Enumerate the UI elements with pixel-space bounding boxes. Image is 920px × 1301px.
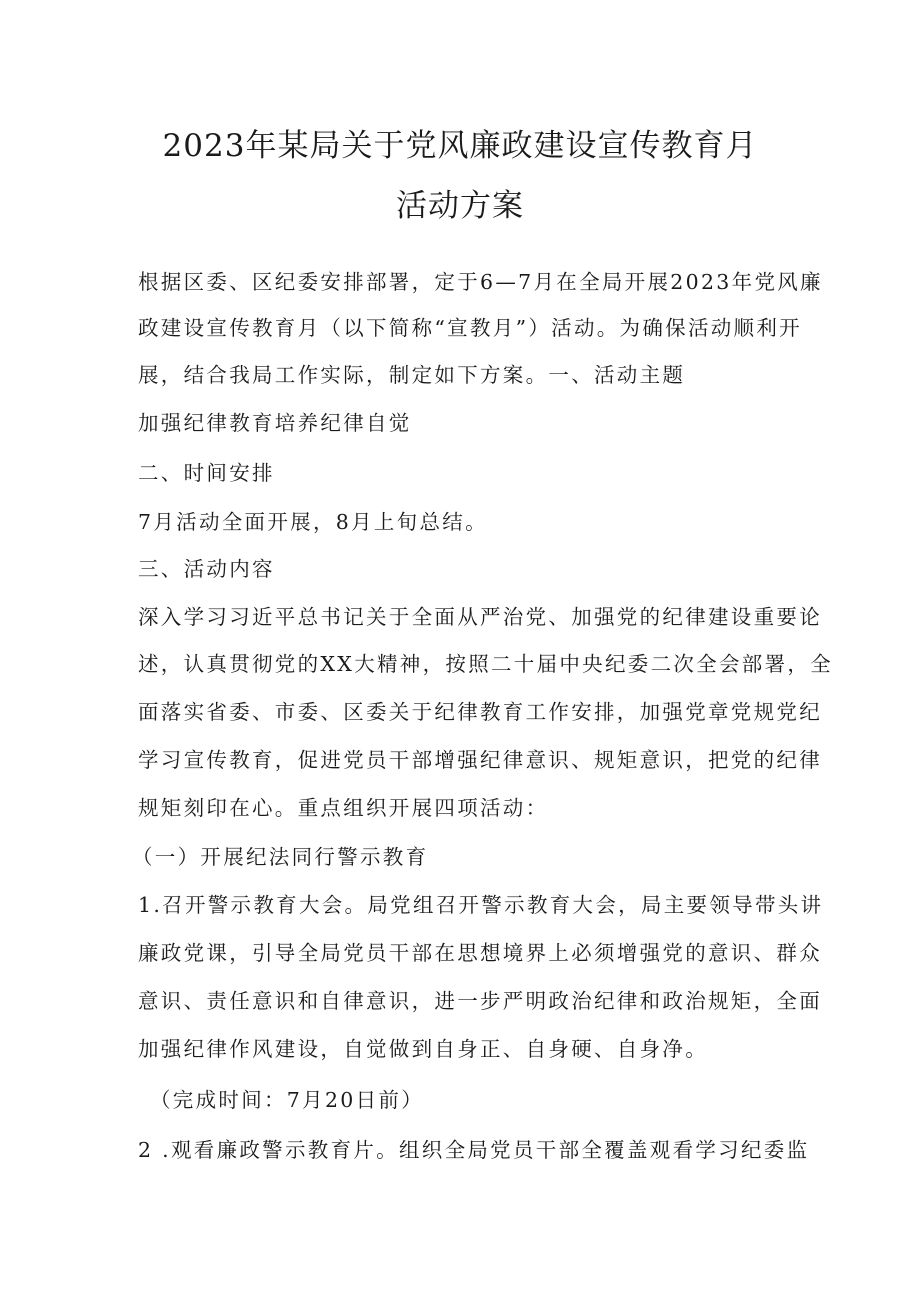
completion-time-note: （完成时间：7月20日前） — [150, 1088, 425, 1112]
body-line: 深入学习习近平总书记关于全面从严治党、加强党的纪律建设重要论 — [138, 605, 822, 629]
body-line: 1.召开警示教育大会。局党组召开警示教育大会，局主要领导带头讲 — [138, 893, 824, 917]
section-heading: 二、时间安排 — [138, 461, 275, 485]
body-line: 根据区委、区纪委安排部署，定于6—7月在全局开展2023年党风廉 — [138, 270, 823, 294]
subsection-heading: （一）开展纪法同行警示教育 — [132, 845, 429, 869]
body-line: 意识、责任意识和自律意识，进一步严明政治纪律和政治规矩，全面 — [138, 989, 822, 1013]
body-line: 廉政党课，引导全局党员干部在思想境界上必须增强党的意识、群众 — [138, 941, 822, 965]
section-heading: 三、活动内容 — [138, 557, 275, 581]
body-line: 2 .观看廉政警示教育片。组织全局党员干部全覆盖观看学习纪委监 — [138, 1138, 810, 1162]
document-title-line-1: 2023年某局关于党风廉政建设宣传教育月 — [162, 128, 758, 164]
body-line: 展，结合我局工作实际，制定如下方案。一、活动主题 — [138, 363, 686, 387]
body-line: 面落实省委、市委、区委关于纪律教育工作安排，加强党章党规党纪 — [138, 700, 822, 724]
body-line: 规矩刻印在心。重点组织开展四项活动： — [138, 796, 549, 820]
body-line: 政建设宣传教育月（以下简称“宣教月”）活动。为确保活动顺利开 — [138, 316, 802, 340]
body-line: 加强纪律作风建设，自觉做到自身正、自身硬、自身净。 — [138, 1037, 708, 1061]
document-title-line-2: 活动方案 — [396, 188, 524, 224]
body-line: 7月活动全面开展，8月上旬总结。 — [138, 510, 488, 534]
section-subject-line: 加强纪律教育培养纪律自觉 — [138, 411, 412, 435]
body-line: 学习宣传教育，促进党员干部增强纪律意识、规矩意识，把党的纪律 — [138, 748, 822, 772]
body-line: 述，认真贯彻党的XX大精神，按照二十届中央纪委二次全会部署，全 — [138, 652, 833, 676]
